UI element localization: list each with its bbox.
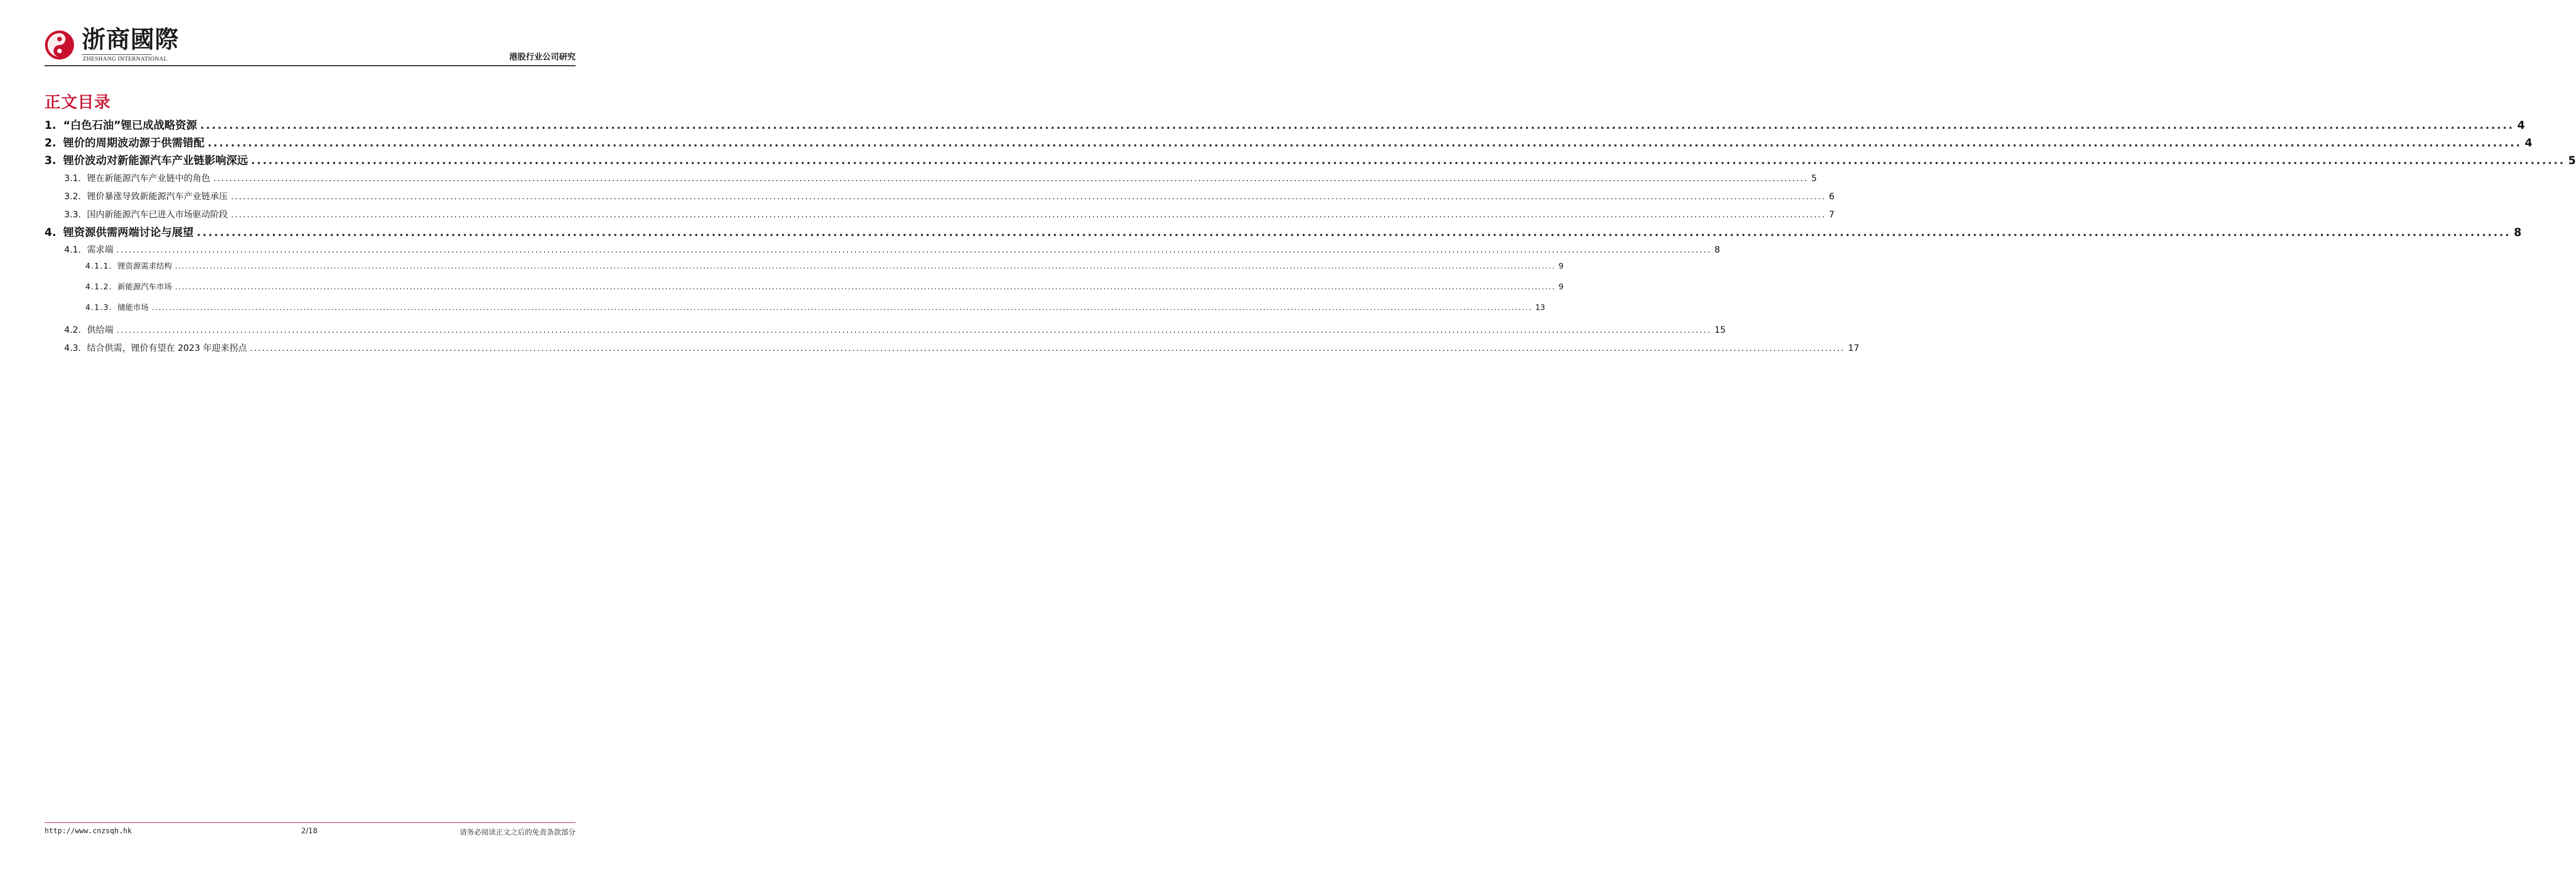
toc-entry[interactable] — [64, 242, 1720, 255]
toc-entry-number: 4.1.2. — [85, 282, 112, 291]
toc-entry[interactable] — [64, 341, 1860, 353]
toc-dot-leader: ................................................................................................................................................................................................................................................................................................................................................................................................................ — [197, 226, 2511, 239]
toc-entry[interactable] — [85, 260, 1564, 271]
toc-dot-leader: ................................................................................................................................................................................................................................................................................................................................................................................................................ — [175, 261, 1556, 271]
toc-entry-title: 锂价的周期波动源于供需错配 — [63, 137, 204, 149]
toc-entry-number: 3.2. — [64, 191, 81, 202]
toc-dot-leader: ................................................................................................................................................................................................................................................................................................................................................................................................................ — [251, 154, 2566, 167]
toc-dot-leader: ................................................................................................................................................................................................................................................................................................................................................................................................................ — [200, 119, 2514, 131]
toc-entry-title: 储能市场 — [117, 303, 149, 312]
toc-entry[interactable] — [64, 322, 1726, 335]
toc-entry[interactable] — [45, 135, 2533, 150]
toc-entry-title: 结合供需，锂价有望在 2023 年迎来拐点 — [87, 343, 247, 353]
toc-entry-number: 4.1.1. — [85, 261, 112, 271]
toc-entry-page-number: 9 — [1558, 282, 1564, 291]
footer-page-indicator: 2/18 — [301, 827, 318, 835]
report-category-label: 港股行业公司研究 — [509, 52, 576, 62]
toc-entry-page-number: 5 — [1811, 173, 1817, 184]
toc-entry-page-number: 4 — [2525, 137, 2533, 149]
toc-entry-page-number: 6 — [1829, 191, 1835, 202]
toc-entry[interactable] — [45, 224, 2522, 240]
toc-entry[interactable] — [64, 171, 1817, 184]
toc-entry-title: 国内新能源汽车已进入市场驱动阶段 — [87, 210, 228, 220]
toc-dot-leader: ................................................................................................................................................................................................................................................................................................................................................................................................................ — [250, 343, 1845, 353]
toc-entry[interactable] — [45, 152, 2576, 168]
toc-entry-title: 供给端 — [87, 325, 113, 335]
header-divider — [45, 65, 576, 66]
toc-entry[interactable] — [85, 302, 1545, 313]
toc-entry[interactable] — [85, 281, 1564, 292]
toc-dot-leader: ................................................................................................................................................................................................................................................................................................................................................................................................................ — [116, 325, 1712, 335]
toc-entry-title: 锂价暴涨导致新能源汽车产业链承压 — [87, 191, 228, 202]
toc-entry-page-number: 5 — [2568, 154, 2576, 167]
toc-dot-leader: ................................................................................................................................................................................................................................................................................................................................................................................................................ — [213, 173, 1808, 184]
zheshang-logo-icon — [45, 30, 75, 60]
toc-entry-title: 锂资源需求结构 — [117, 261, 172, 271]
toc-entry[interactable] — [64, 207, 1835, 220]
toc-entry-number: 2. — [45, 137, 56, 149]
toc-dot-leader: ................................................................................................................................................................................................................................................................................................................................................................................................................ — [152, 303, 1533, 312]
toc-entry-page-number: 17 — [1848, 343, 1860, 353]
toc-entry-title: 锂资源供需两端讨论与展望 — [63, 226, 194, 239]
toc-entry-number: 3.3. — [64, 210, 81, 220]
toc-entry-page-number: 9 — [1558, 261, 1564, 271]
toc-entry-page-number: 13 — [1535, 303, 1545, 312]
toc-entry[interactable] — [45, 117, 2525, 132]
toc-entry-title: “白色石油”锂已成战略资源 — [63, 119, 197, 131]
toc-entry-title: 新能源汽车市场 — [117, 282, 172, 291]
toc-entry-page-number: 8 — [2514, 226, 2522, 239]
toc-entry-page-number: 7 — [1829, 210, 1835, 220]
toc-entry-title: 需求端 — [87, 245, 113, 255]
toc-entry-page-number: 4 — [2517, 119, 2525, 131]
logo-chinese-name: 浙商國際 — [82, 25, 179, 53]
toc-entry-number: 4.2. — [64, 325, 81, 335]
footer-website-link[interactable]: http://www.cnzsqh.hk — [45, 827, 132, 835]
toc-dot-leader: ................................................................................................................................................................................................................................................................................................................................................................................................................ — [231, 191, 1826, 202]
toc-entry-page-number: 8 — [1714, 245, 1720, 255]
toc-entry-title: 锂在新能源汽车产业链中的角色 — [87, 173, 210, 184]
page-header — [0, 0, 616, 67]
toc-entry-number: 3.1. — [64, 173, 81, 184]
toc-entry-page-number: 15 — [1714, 325, 1726, 335]
toc-dot-leader: ................................................................................................................................................................................................................................................................................................................................................................................................................ — [116, 245, 1712, 255]
toc-entry-number: 4.1. — [64, 245, 81, 255]
logo-english-name: ZHESHANG INTERNATIONAL — [83, 56, 168, 62]
toc-dot-leader: ................................................................................................................................................................................................................................................................................................................................................................................................................ — [231, 210, 1826, 220]
toc-entry-number: 1. — [45, 119, 56, 131]
footer-divider — [45, 822, 576, 823]
toc-entry[interactable] — [64, 189, 1835, 202]
toc-dot-leader: ................................................................................................................................................................................................................................................................................................................................................................................................................ — [208, 137, 2522, 149]
toc-entry-number: 4.1.3. — [85, 303, 112, 312]
logo-divider — [82, 54, 152, 55]
toc-entry-number: 4.3. — [64, 343, 81, 353]
toc-entry-title: 锂价波动对新能源汽车产业链影响深远 — [63, 154, 248, 167]
toc-title: 正文目录 — [45, 93, 111, 112]
toc-entry-number: 3. — [45, 154, 56, 167]
toc-entry-number: 4. — [45, 226, 56, 239]
toc-dot-leader: ................................................................................................................................................................................................................................................................................................................................................................................................................ — [175, 282, 1556, 291]
footer-disclaimer: 请务必阅读正文之后的免责条款部分 — [460, 829, 576, 837]
